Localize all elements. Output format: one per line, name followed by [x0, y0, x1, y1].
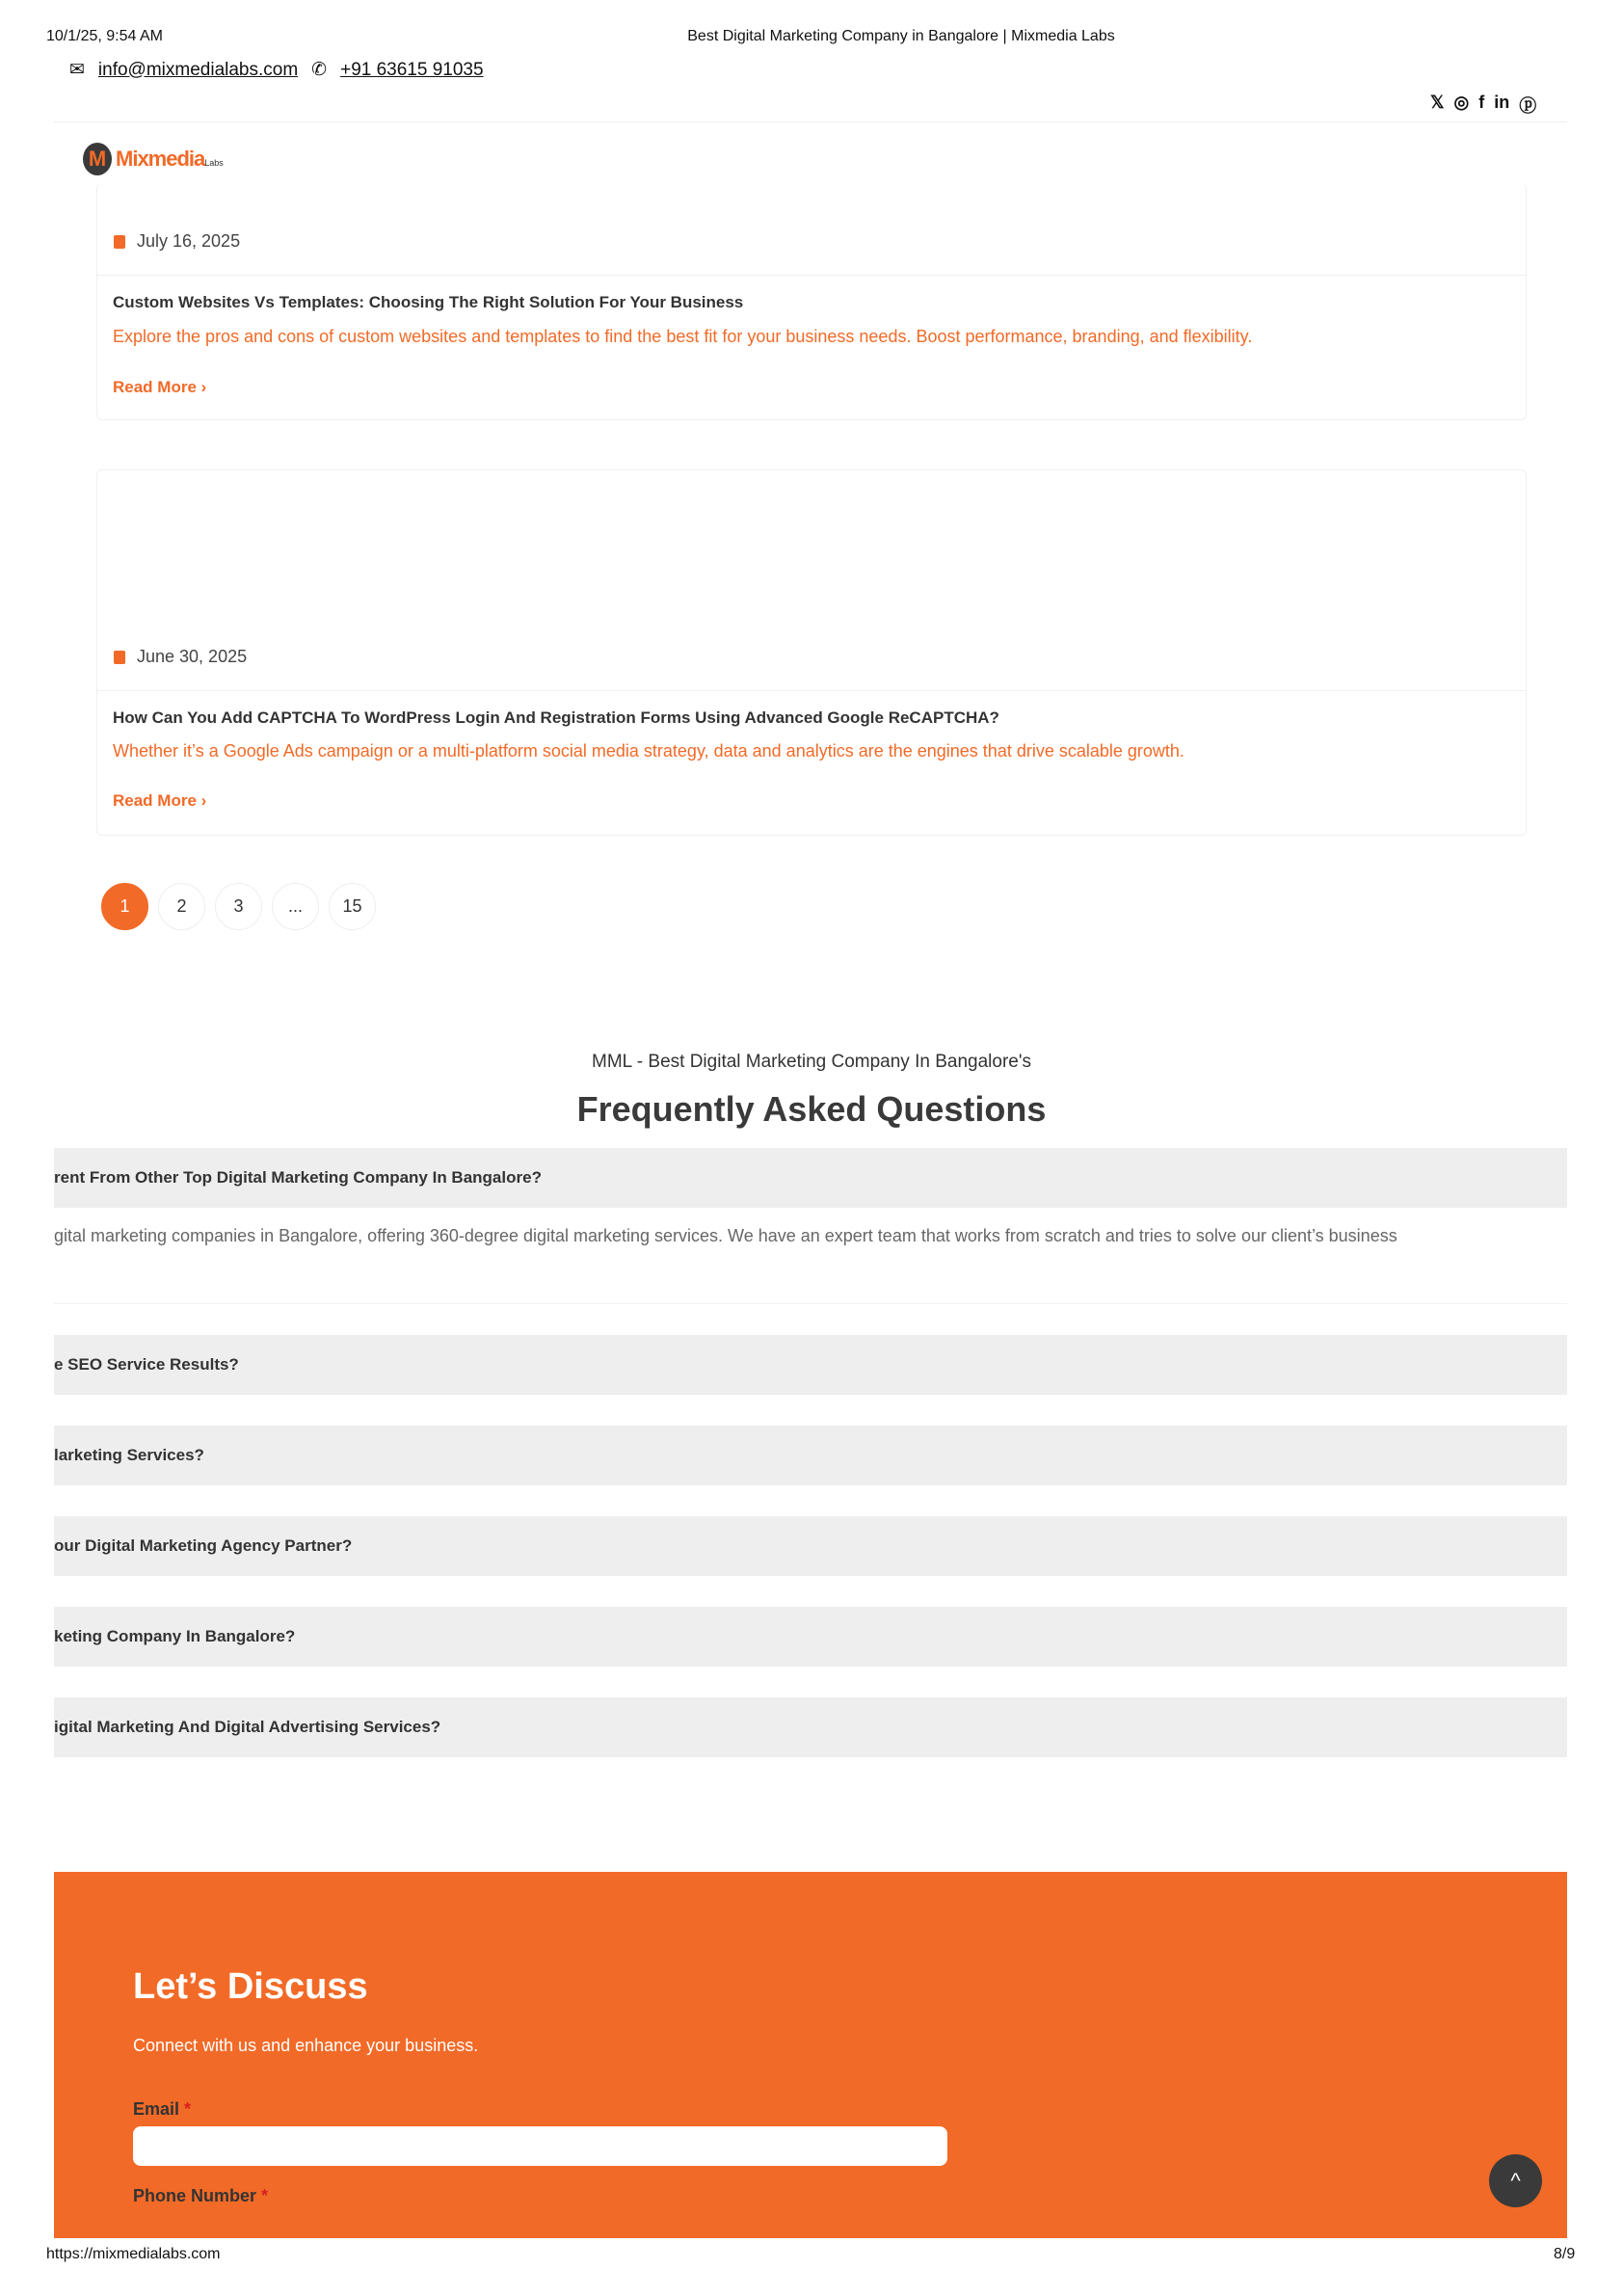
calendar-icon: [114, 235, 125, 249]
contact-bar: [69, 59, 484, 81]
faq-item[interactable]: larketing Services?: [54, 1426, 1567, 1485]
post-title[interactable]: How Can You Add CAPTCHA To WordPress Login And Registration Forms Using Advanced Google ReCAPTCHA?: [113, 708, 999, 727]
post-excerpt: Whether it’s a Google Ads campaign or a multi-platform social media strategy, data and analytics are the engines that drive scalable growth.: [113, 741, 1184, 761]
read-more-label: Read More: [113, 791, 197, 810]
chevron-up-icon: ^: [1510, 2169, 1521, 2193]
faq-subtitle: MML - Best Digital Marketing Company In Bangalore's: [592, 1052, 1031, 1072]
post-date-text: June 30, 2025: [137, 647, 248, 666]
phone-icon: ✆: [311, 60, 328, 80]
chevron-right-icon: ›: [200, 791, 207, 810]
read-more-link[interactable]: [113, 378, 206, 397]
header-divider: [54, 121, 1567, 122]
page-15[interactable]: 15: [329, 883, 376, 930]
read-more-link[interactable]: [113, 791, 206, 811]
instagram-icon[interactable]: ◎: [1453, 93, 1470, 112]
social-links: [1430, 93, 1536, 118]
required-mark: *: [184, 2099, 192, 2119]
email-input[interactable]: [133, 2126, 947, 2166]
scroll-to-top-button[interactable]: [1489, 2154, 1542, 2207]
faq-item[interactable]: e SEO Service Results?: [54, 1335, 1567, 1395]
logo[interactable]: [83, 143, 224, 175]
required-mark: *: [261, 2186, 269, 2205]
post-date: [114, 231, 240, 252]
email-label-text: Email: [133, 2099, 180, 2119]
logo-suffix: Labs: [204, 158, 224, 168]
faq-item[interactable]: rent From Other Top Digital Marketing Company In Bangalore?: [54, 1148, 1567, 1208]
blog-card: [96, 469, 1527, 836]
print-title: Best Digital Marketing Company in Bangalore | Mixmedia Labs: [687, 28, 1115, 44]
faq-title: Frequently Asked Questions: [576, 1089, 1047, 1129]
logo-mark-icon: M: [83, 143, 112, 175]
post-date-text: July 16, 2025: [137, 231, 241, 251]
chevron-right-icon: ›: [200, 378, 207, 396]
phone-label-text: Phone Number: [133, 2186, 257, 2205]
card-divider: [97, 690, 1526, 691]
contact-subtitle: Connect with us and enhance your business.: [133, 2036, 479, 2055]
faq-divider: [54, 1303, 1567, 1304]
print-page-number: 8/9: [1554, 2246, 1576, 2262]
print-url: https://mixmedialabs.com: [46, 2246, 221, 2262]
post-title[interactable]: Custom Websites Vs Templates: Choosing The Right Solution For Your Business: [113, 293, 744, 311]
page-ellipsis: ...: [272, 883, 319, 930]
print-datetime: 10/1/25, 9:54 AM: [46, 28, 163, 44]
page-3[interactable]: 3: [215, 883, 262, 930]
page-1[interactable]: 1: [101, 883, 148, 930]
calendar-icon: [114, 651, 125, 664]
faq-answer: gital marketing companies in Bangalore, offering 360-degree digital marketing services. We have an expert team that works from scratch and tries to solve our client’s business: [54, 1226, 1397, 1245]
faq-item[interactable]: keting Company In Bangalore?: [54, 1607, 1567, 1667]
logo-text: Mixmedia: [116, 147, 205, 171]
contact-title: Let’s Discuss: [133, 1966, 368, 2007]
faq-item[interactable]: igital Marketing And Digital Advertising Services?: [54, 1697, 1567, 1757]
page-2[interactable]: 2: [158, 883, 205, 930]
envelope-icon: ✉: [69, 60, 85, 80]
post-excerpt: Explore the pros and cons of custom websites and templates to find the best fit for your business needs. Boost performance, branding, and flexibility.: [113, 327, 1253, 346]
read-more-label: Read More: [113, 378, 197, 396]
linkedin-icon[interactable]: in: [1494, 93, 1510, 112]
card-divider: [97, 275, 1526, 276]
phone-label: [133, 2186, 268, 2206]
post-date: [114, 647, 247, 667]
facebook-icon[interactable]: f: [1478, 93, 1485, 112]
email-link[interactable]: info@mixmedialabs.com: [97, 59, 299, 80]
phone-link[interactable]: +91 63615 91035: [340, 59, 484, 80]
pinterest-icon[interactable]: ⓟ: [1519, 96, 1537, 116]
pagination: [101, 883, 376, 930]
x-icon[interactable]: 𝕏: [1430, 93, 1445, 112]
email-label: [133, 2099, 191, 2120]
faq-item[interactable]: our Digital Marketing Agency Partner?: [54, 1516, 1567, 1576]
